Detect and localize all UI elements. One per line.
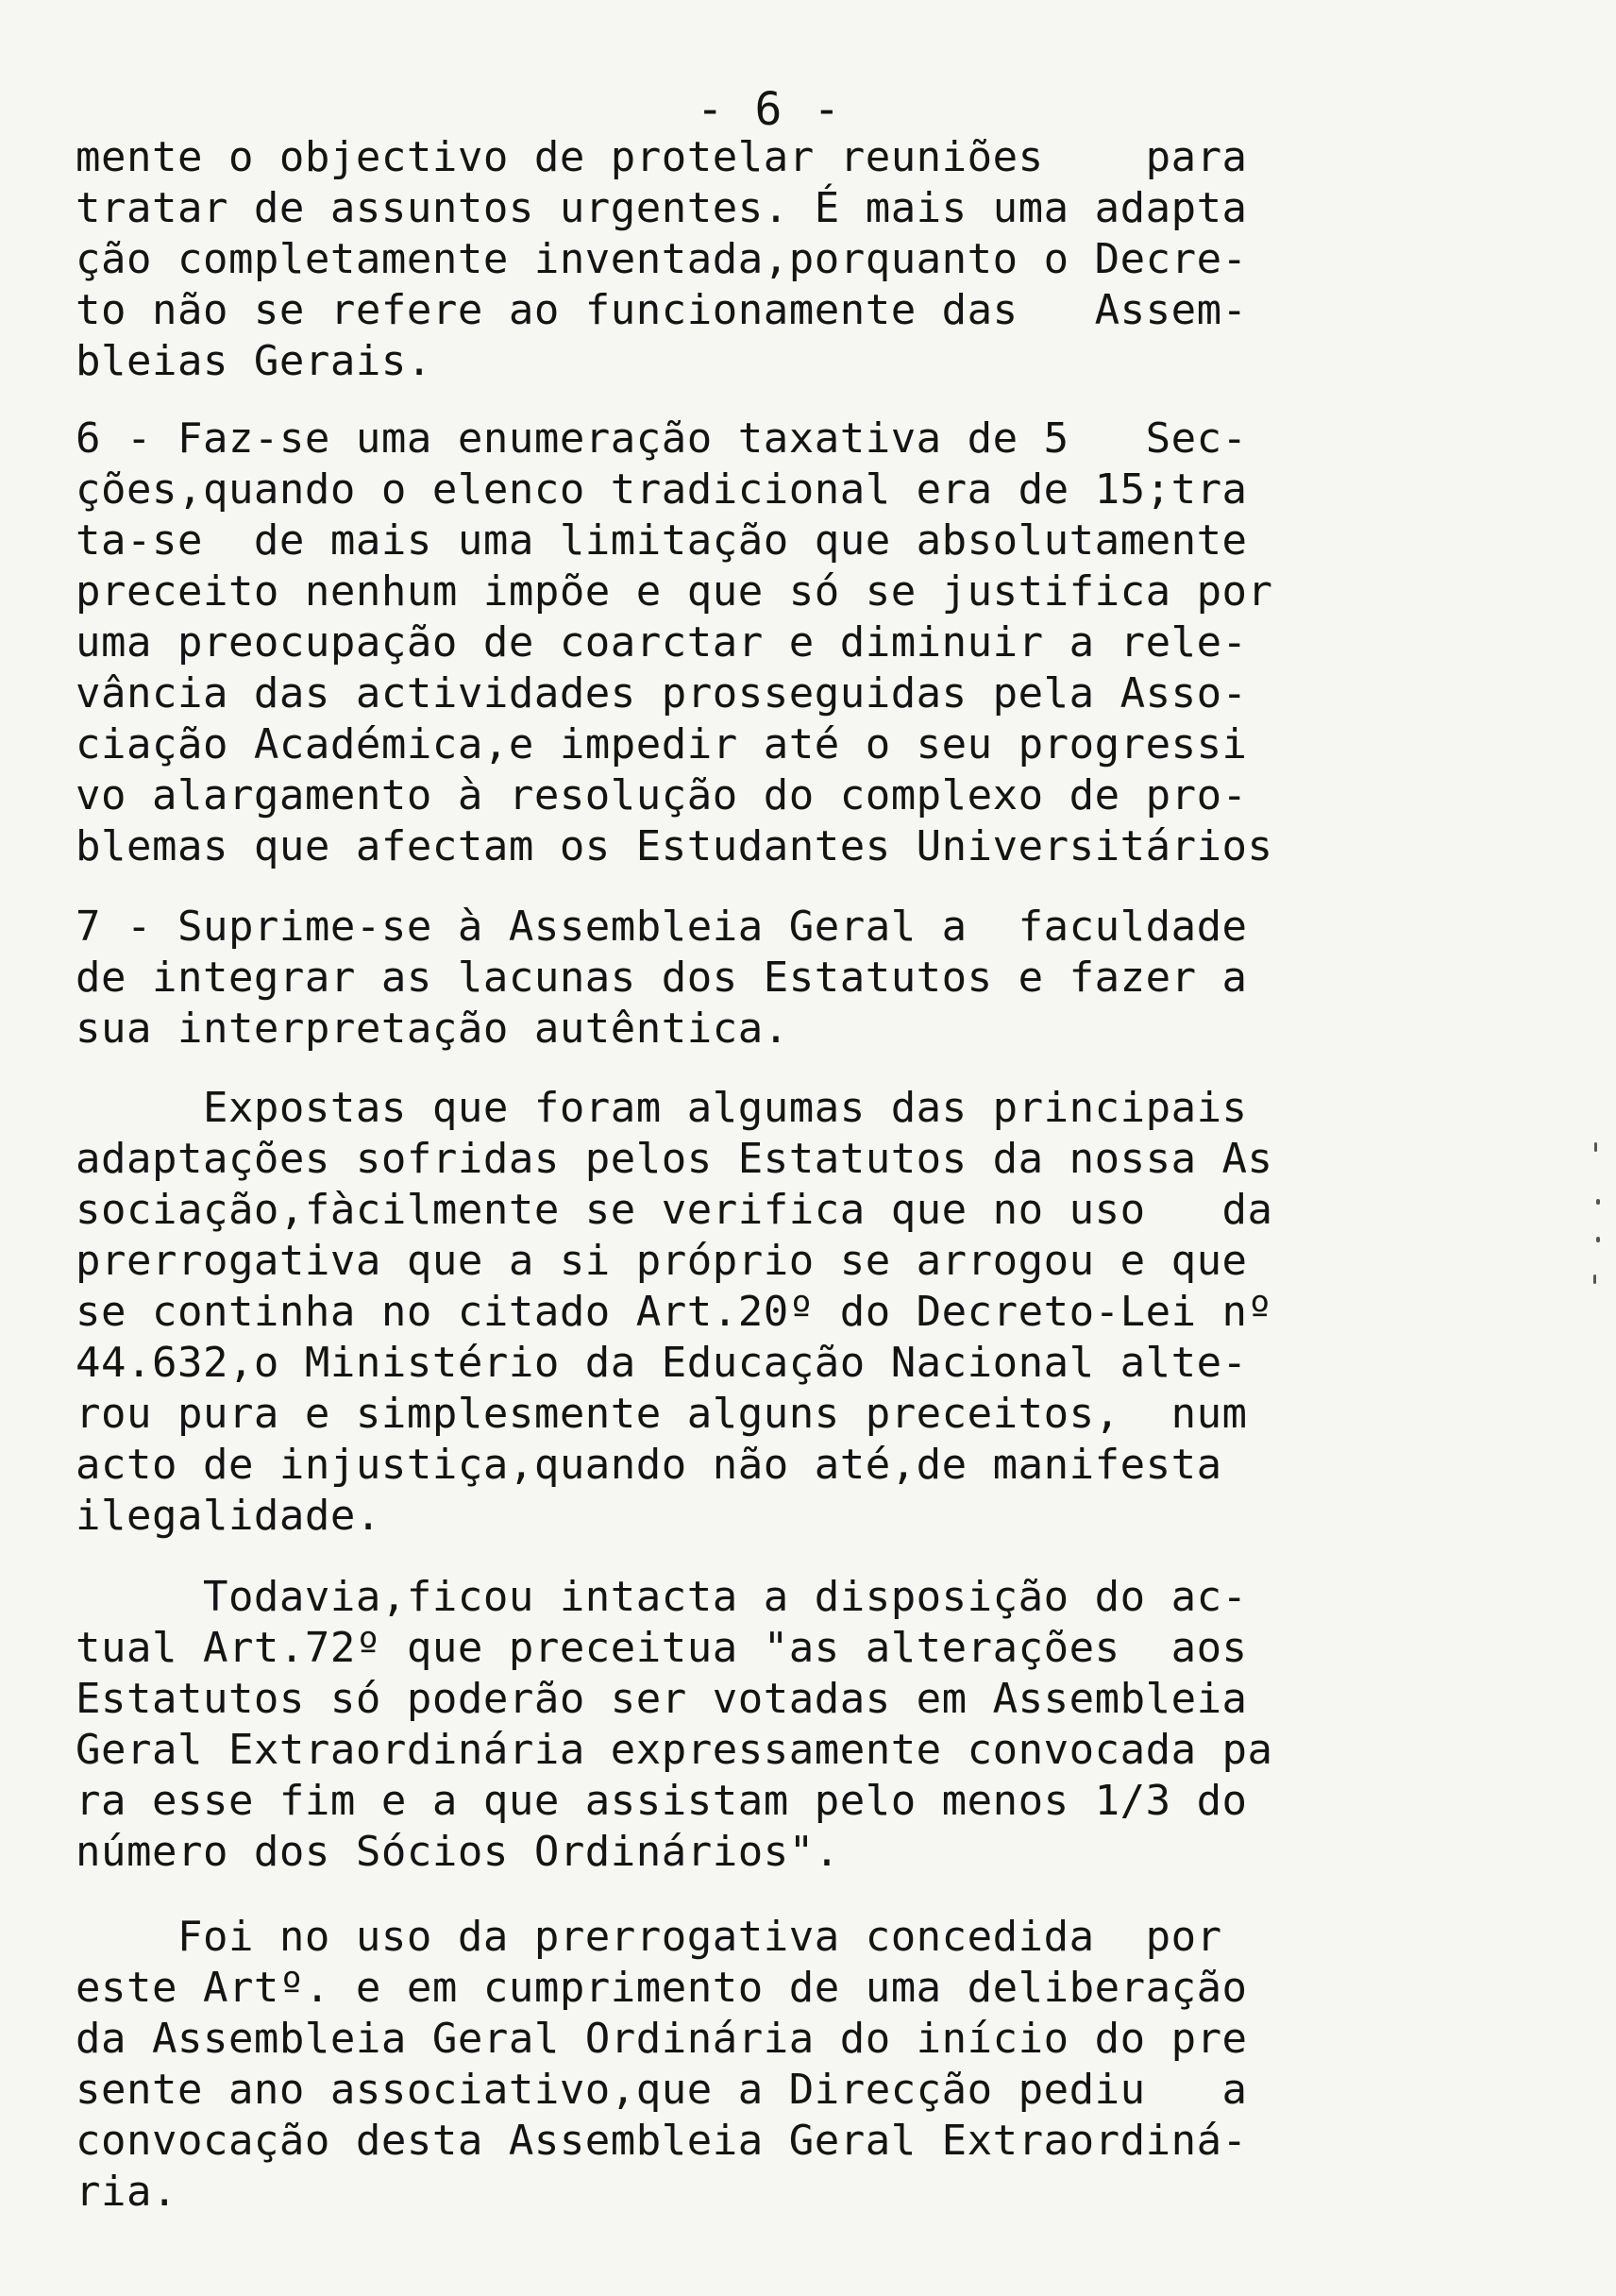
- list-item-7: [76, 902, 1378, 1055]
- text-line: tual Art.72º que preceitua "as alterações aos: [76, 1624, 1248, 1672]
- margin-scan-marks: [1591, 1142, 1606, 1293]
- text-line: Todavia,ficou intacta a disposição do ac-: [76, 1573, 1248, 1621]
- text-line: mente o objectivo de protelar reuniões para: [76, 133, 1248, 181]
- text-line: tratar de assuntos urgentes. É mais uma adapta: [76, 184, 1248, 232]
- text-line: vância das actividades prosseguidas pela Asso-: [76, 669, 1248, 718]
- paragraph-todavia: [76, 1572, 1378, 1878]
- text-line: sua interpretação autêntica.: [76, 1004, 789, 1053]
- text-line: ra esse fim e a que assistam pelo menos 1/3 do: [76, 1777, 1248, 1825]
- text-line: de integrar as lacunas dos Estatutos e fazer a: [76, 954, 1248, 1002]
- text-line: preceito nenhum impõe e que só se justifica por: [76, 567, 1273, 616]
- text-line: Geral Extraordinária expressamente convocada pa: [76, 1726, 1273, 1774]
- text-line: ção completamente inventada,porquanto o Decre-: [76, 235, 1248, 283]
- text-line: rou pura e simplesmente alguns preceitos, num: [76, 1390, 1248, 1438]
- text-line: acto de injustiça,quando não até,de manifesta: [76, 1441, 1222, 1489]
- text-line: ria.: [76, 2168, 177, 2216]
- text-line: 7 - Suprime-se à Assembleia Geral a faculdade: [76, 903, 1248, 951]
- text-line: este Artº. e em cumprimento de uma deliberação: [76, 1964, 1248, 2012]
- text-line: 6 - Faz-se uma enumeração taxativa de 5 Sec-: [76, 414, 1248, 463]
- list-item-6: [76, 414, 1378, 872]
- text-line: Expostas que foram algumas das principais: [76, 1084, 1248, 1132]
- text-line: Estatutos só poderão ser votadas em Assembleia: [76, 1675, 1248, 1723]
- text-line: ta-se de mais uma limitação que absolutamente: [76, 516, 1248, 565]
- text-line: uma preocupação de coarctar e diminuir a rele-: [76, 618, 1248, 667]
- text-line: número dos Sócios Ordinários".: [76, 1828, 840, 1876]
- paragraph-foi: [76, 1912, 1378, 2218]
- text-line: sente ano associativo,que a Direcção pediu a: [76, 2066, 1248, 2114]
- text-line: Foi no uso da prerrogativa concedida por: [76, 1913, 1222, 1961]
- text-line: vo alargamento à resolução do complexo de pro-: [76, 771, 1248, 819]
- text-line: blemas que afectam os Estudantes Universitários: [76, 822, 1273, 870]
- paragraph-expostas: [76, 1083, 1378, 1542]
- text-line: se continha no citado Art.20º do Decreto-Lei nº: [76, 1288, 1273, 1336]
- text-line: sociação,fàcilmente se verifica que no uso da: [76, 1186, 1273, 1234]
- text-line: bleias Gerais.: [76, 337, 432, 385]
- text-line: da Assembleia Geral Ordinária do início do pre: [76, 2015, 1248, 2063]
- text-line: 44.632,o Ministério da Educação Nacional alte-: [76, 1339, 1248, 1387]
- text-line: ilegalidade.: [76, 1492, 381, 1540]
- text-line: adaptações sofridas pelos Estatutos da nossa As: [76, 1135, 1273, 1183]
- paragraph-continuation: [76, 132, 1378, 387]
- text-line: ções,quando o elenco tradicional era de 15;tra: [76, 465, 1248, 514]
- text-line: ciação Académica,e impedir até o seu progressi: [76, 720, 1248, 768]
- text-line: prerrogativa que a si próprio se arrogou e que: [76, 1237, 1248, 1285]
- text-line: convocação desta Assembleia Geral Extraordiná-: [76, 2117, 1248, 2165]
- text-line: to não se refere ao funcionamente das Assem-: [76, 286, 1248, 334]
- page-number: - 6 -: [696, 83, 843, 136]
